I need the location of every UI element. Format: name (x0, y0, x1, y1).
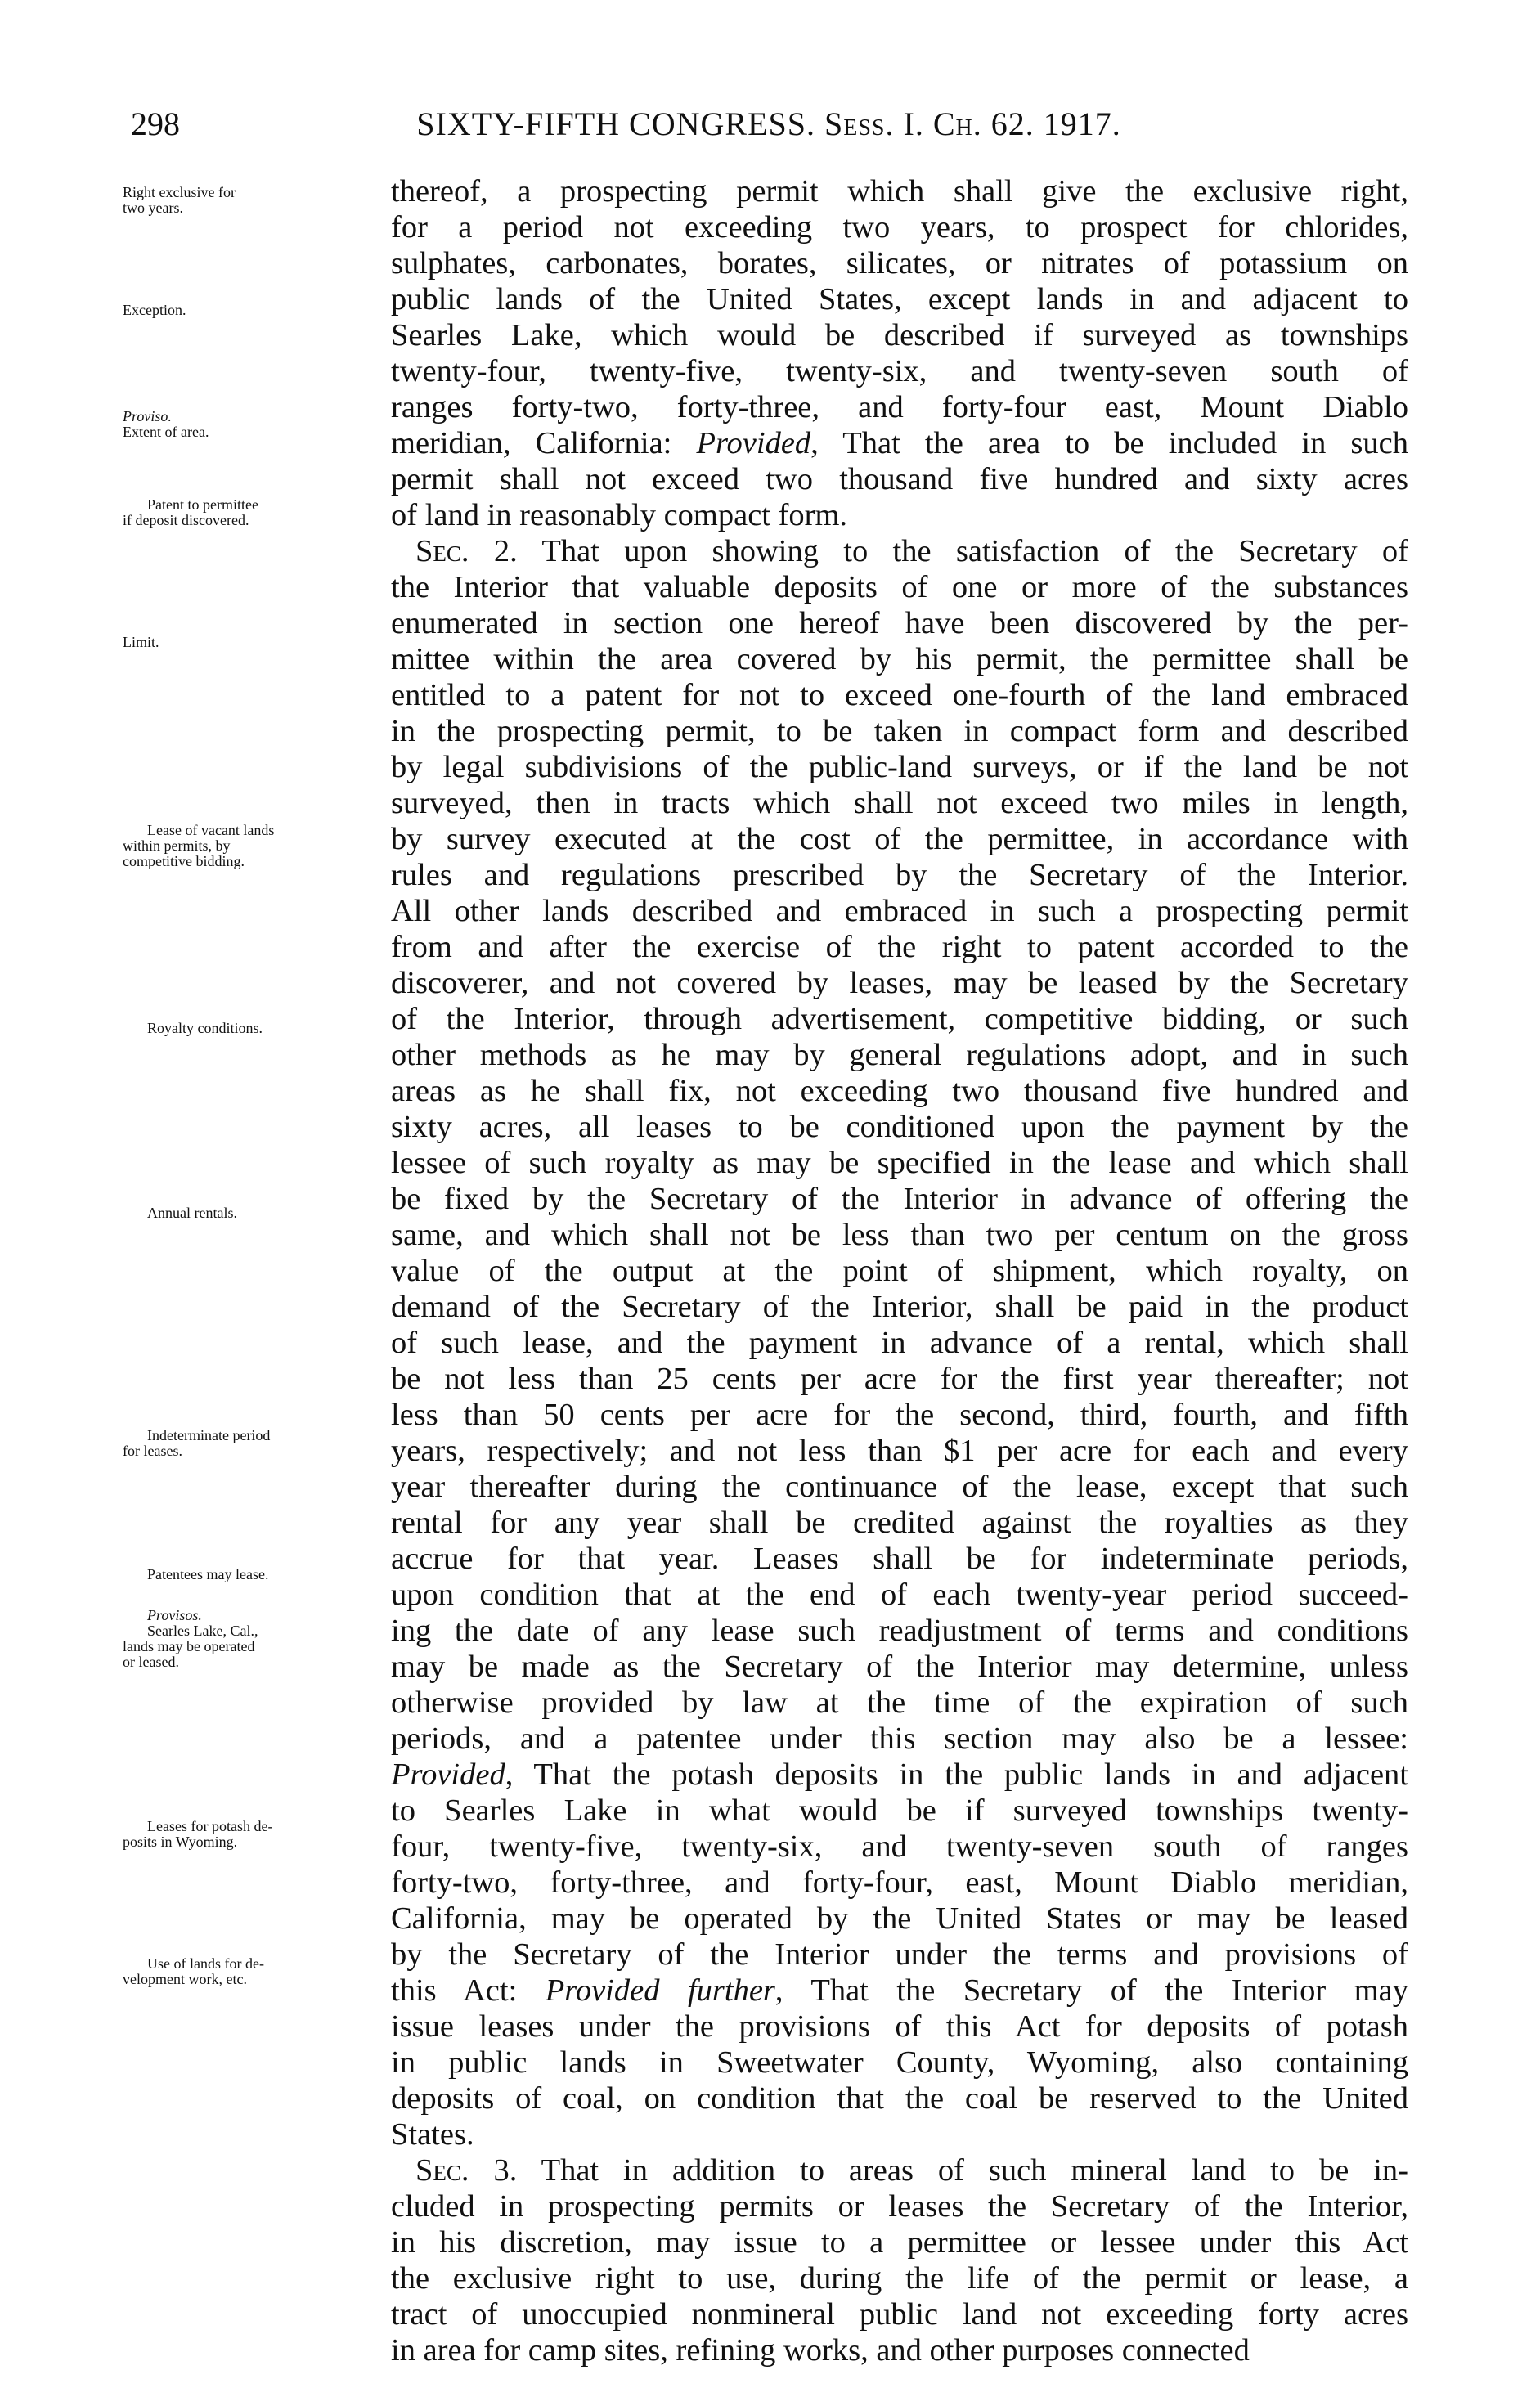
text-line: otherwise provided by law at the time of the expiration of such (391, 1686, 1408, 1720)
text-line: entitled to a patent for not to exceed one-fourth of the land embraced (391, 678, 1408, 712)
text-line: demand of the Secretary of the Interior, shall be paid in the product (391, 1290, 1408, 1324)
text-line: All other lands described and embraced in such a prospecting permit (391, 894, 1408, 928)
text-line: in his discretion, may issue to a permittee or lessee under this Act (391, 2225, 1408, 2260)
text-line: deposits of coal, on condition that the coal be reserved to the United (391, 2081, 1408, 2116)
text-line: forty-two, forty-three, and forty-four, east, Mount Diablo meridian, (391, 1865, 1408, 1900)
margin-note (123, 1819, 368, 1850)
margin-note-line: Right exclusive for (123, 184, 236, 200)
margin-note-line: or leased. (123, 1654, 179, 1670)
text-line: rules and regulations prescribed by the Secretary of the Interior. (391, 858, 1408, 892)
text-line: issue leases under the provisions of this Act for deposits of potash (391, 2009, 1408, 2044)
text-line: mittee within the area covered by his permit, the permittee shall be (391, 642, 1408, 676)
text-line: discoverer, and not covered by leases, may be leased by the Secretary (391, 966, 1408, 1000)
margin-note-line: within permits, by (123, 837, 231, 854)
text-line: by survey executed at the cost of the permittee, in accordance with (391, 822, 1408, 856)
margin-note (123, 303, 368, 318)
text-line: other methods as he may by general regulations adopt, and in such (391, 1038, 1408, 1072)
text-line: the Interior that valuable deposits of one or more of the substances (391, 570, 1408, 604)
text-line: of such lease, and the payment in advance of a rental, which shall (391, 1326, 1408, 1360)
margin-note-line: Patentees may lease. (147, 1566, 269, 1582)
text-line: enumerated in section one hereof have been discovered by the per- (391, 606, 1408, 640)
margin-note-line: Use of lands for de- (147, 1955, 264, 1972)
text-line: this Act: Provided further, That the Secretary of the Interior may (391, 1973, 1409, 2008)
margin-note-line: Leases for potash de- (147, 1818, 273, 1834)
text-line: California, may be operated by the United States or may be leased (391, 1901, 1408, 1936)
text-line: cluded in prospecting permits or leases the Secretary of the Interior, (391, 2189, 1408, 2224)
margin-note-line: two years. (123, 200, 183, 216)
text-line: areas as he shall fix, not exceeding two thousand five hundred and (391, 1074, 1408, 1108)
text-line: lessee of such royalty as may be specified in the lease and which shall (391, 1146, 1408, 1180)
margin-note (123, 823, 368, 869)
margin-note (123, 1567, 368, 1582)
text-line: year thereafter during the continuance of the lease, except that such (391, 1470, 1408, 1504)
margin-note-line: Royalty conditions. (147, 1020, 263, 1036)
margin-note (123, 1608, 368, 1670)
text-line: in area for camp sites, refining works, and other purposes connected (391, 2333, 1250, 2368)
text-line: ranges forty-two, forty-three, and forty-four east, Mount Diablo (391, 390, 1408, 424)
margin-note-line: posits in Wyoming. (123, 1834, 238, 1850)
page-number: 298 (131, 105, 180, 142)
text-line: rental for any year shall be credited against the royalties as they (391, 1506, 1408, 1540)
text-line: may be made as the Secretary of the Interior may determine, unless (391, 1650, 1408, 1684)
margin-note-line: Indeterminate period (147, 1427, 271, 1443)
margin-note (123, 1428, 368, 1459)
text-line: meridian, California: Provided, That the area to be included in such (391, 426, 1408, 460)
text-line: in public lands in Sweetwater County, Wyoming, also containing (391, 2045, 1408, 2080)
margin-note-line: Exception. (123, 302, 186, 318)
margin-note-line: velopment work, etc. (123, 1971, 247, 1987)
margin-note-line: Searles Lake, Cal., (147, 1623, 258, 1639)
margin-note-line: Limit. (123, 634, 159, 650)
text-line: Sec. 2. That upon showing to the satisfaction of the Secretary of (415, 534, 1408, 568)
margin-note (123, 1205, 368, 1221)
margin-note-line: lands may be operated (123, 1638, 255, 1654)
text-line: same, and which shall not be less than two per centum on the gross (391, 1218, 1408, 1252)
running-head: SIXTY-FIFTH CONGRESS. Sess. I. Ch. 62. 1917. (416, 105, 1121, 142)
text-line: tract of unoccupied nonmineral public land not exceeding forty acres (391, 2297, 1408, 2332)
text-line: ing the date of any lease such readjustment of terms and conditions (391, 1614, 1408, 1648)
text-line: surveyed, then in tracts which shall not exceed two miles in length, (391, 786, 1408, 820)
text-line: for a period not exceeding two years, to prospect for chlorides, (391, 210, 1408, 245)
text-line: Sec. 3. That in addition to areas of such mineral land to be in- (415, 2153, 1408, 2188)
page-header (131, 105, 1407, 150)
text-line: sulphates, carbonates, borates, silicates, or nitrates of potassium on (391, 246, 1408, 281)
text-line: the exclusive right to use, during the life of the permit or lease, a (391, 2261, 1408, 2296)
text-line: permit shall not exceed two thousand five hundred and sixty acres (391, 462, 1408, 496)
text-line: sixty acres, all leases to be conditioned upon the payment by the (391, 1110, 1408, 1144)
margin-note-line: Lease of vacant lands (147, 822, 275, 838)
margin-note (123, 497, 368, 528)
text-line: accrue for that year. Leases shall be for indeterminate periods, (391, 1542, 1408, 1576)
text-line: value of the output at the point of shipment, which royalty, on (391, 1254, 1408, 1288)
text-line: Searles Lake, which would be described if surveyed as townships (391, 318, 1408, 352)
margin-note-line: Provisos. (147, 1607, 202, 1623)
margin-note-line: Extent of area. (123, 424, 209, 440)
margin-note (123, 1021, 368, 1036)
text-line: thereof, a prospecting permit which shall give the exclusive right, (391, 174, 1408, 209)
text-line: be fixed by the Secretary of the Interior in advance of offering the (391, 1182, 1408, 1216)
text-line: four, twenty-five, twenty-six, and twenty-seven south of ranges (391, 1829, 1408, 1864)
text-line: Provided, That the potash deposits in the public lands in and adjacent (391, 1757, 1408, 1792)
text-line: of land in reasonably compact form. (391, 498, 848, 532)
text-line: less than 50 cents per acre for the second, third, fourth, and fifth (391, 1398, 1408, 1432)
margin-note (123, 635, 368, 650)
text-line: to Searles Lake in what would be if surveyed townships twenty- (391, 1793, 1408, 1828)
margin-note-line: Proviso. (123, 408, 172, 424)
margin-note-line: Annual rentals. (147, 1205, 237, 1221)
text-line: of the Interior, through advertisement, competitive bidding, or such (391, 1002, 1408, 1036)
text-line: periods, and a patentee under this section may also be a lessee: (391, 1721, 1408, 1756)
text-line: in the prospecting permit, to be taken in compact form and described (391, 714, 1408, 748)
text-line: upon condition that at the end of each twenty-year period succeed- (391, 1578, 1408, 1612)
margin-note (123, 409, 368, 440)
margin-note-line: for leases. (123, 1443, 182, 1459)
margin-note (123, 1956, 368, 1987)
text-line: by the Secretary of the Interior under the terms and provisions of (391, 1937, 1408, 1972)
text-line: public lands of the United States, except lands in and adjacent to (391, 282, 1408, 316)
text-line: be not less than 25 cents per acre for the first year thereafter; not (391, 1362, 1408, 1396)
margin-note-line: if deposit discovered. (123, 512, 249, 528)
margin-note-line: Patent to permittee (147, 496, 258, 513)
text-line: twenty-four, twenty-five, twenty-six, and twenty-seven south of (391, 354, 1408, 388)
text-line: from and after the exercise of the right to patent accorded to the (391, 930, 1408, 964)
text-line: by legal subdivisions of the public-land surveys, or if the land be not (391, 750, 1408, 784)
margin-note (123, 185, 368, 216)
text-line: States. (391, 2117, 474, 2152)
statute-text (391, 173, 1408, 2368)
text-line: years, respectively; and not less than $1 per acre for each and every (391, 1434, 1408, 1468)
margin-note-line: competitive bidding. (123, 853, 245, 869)
